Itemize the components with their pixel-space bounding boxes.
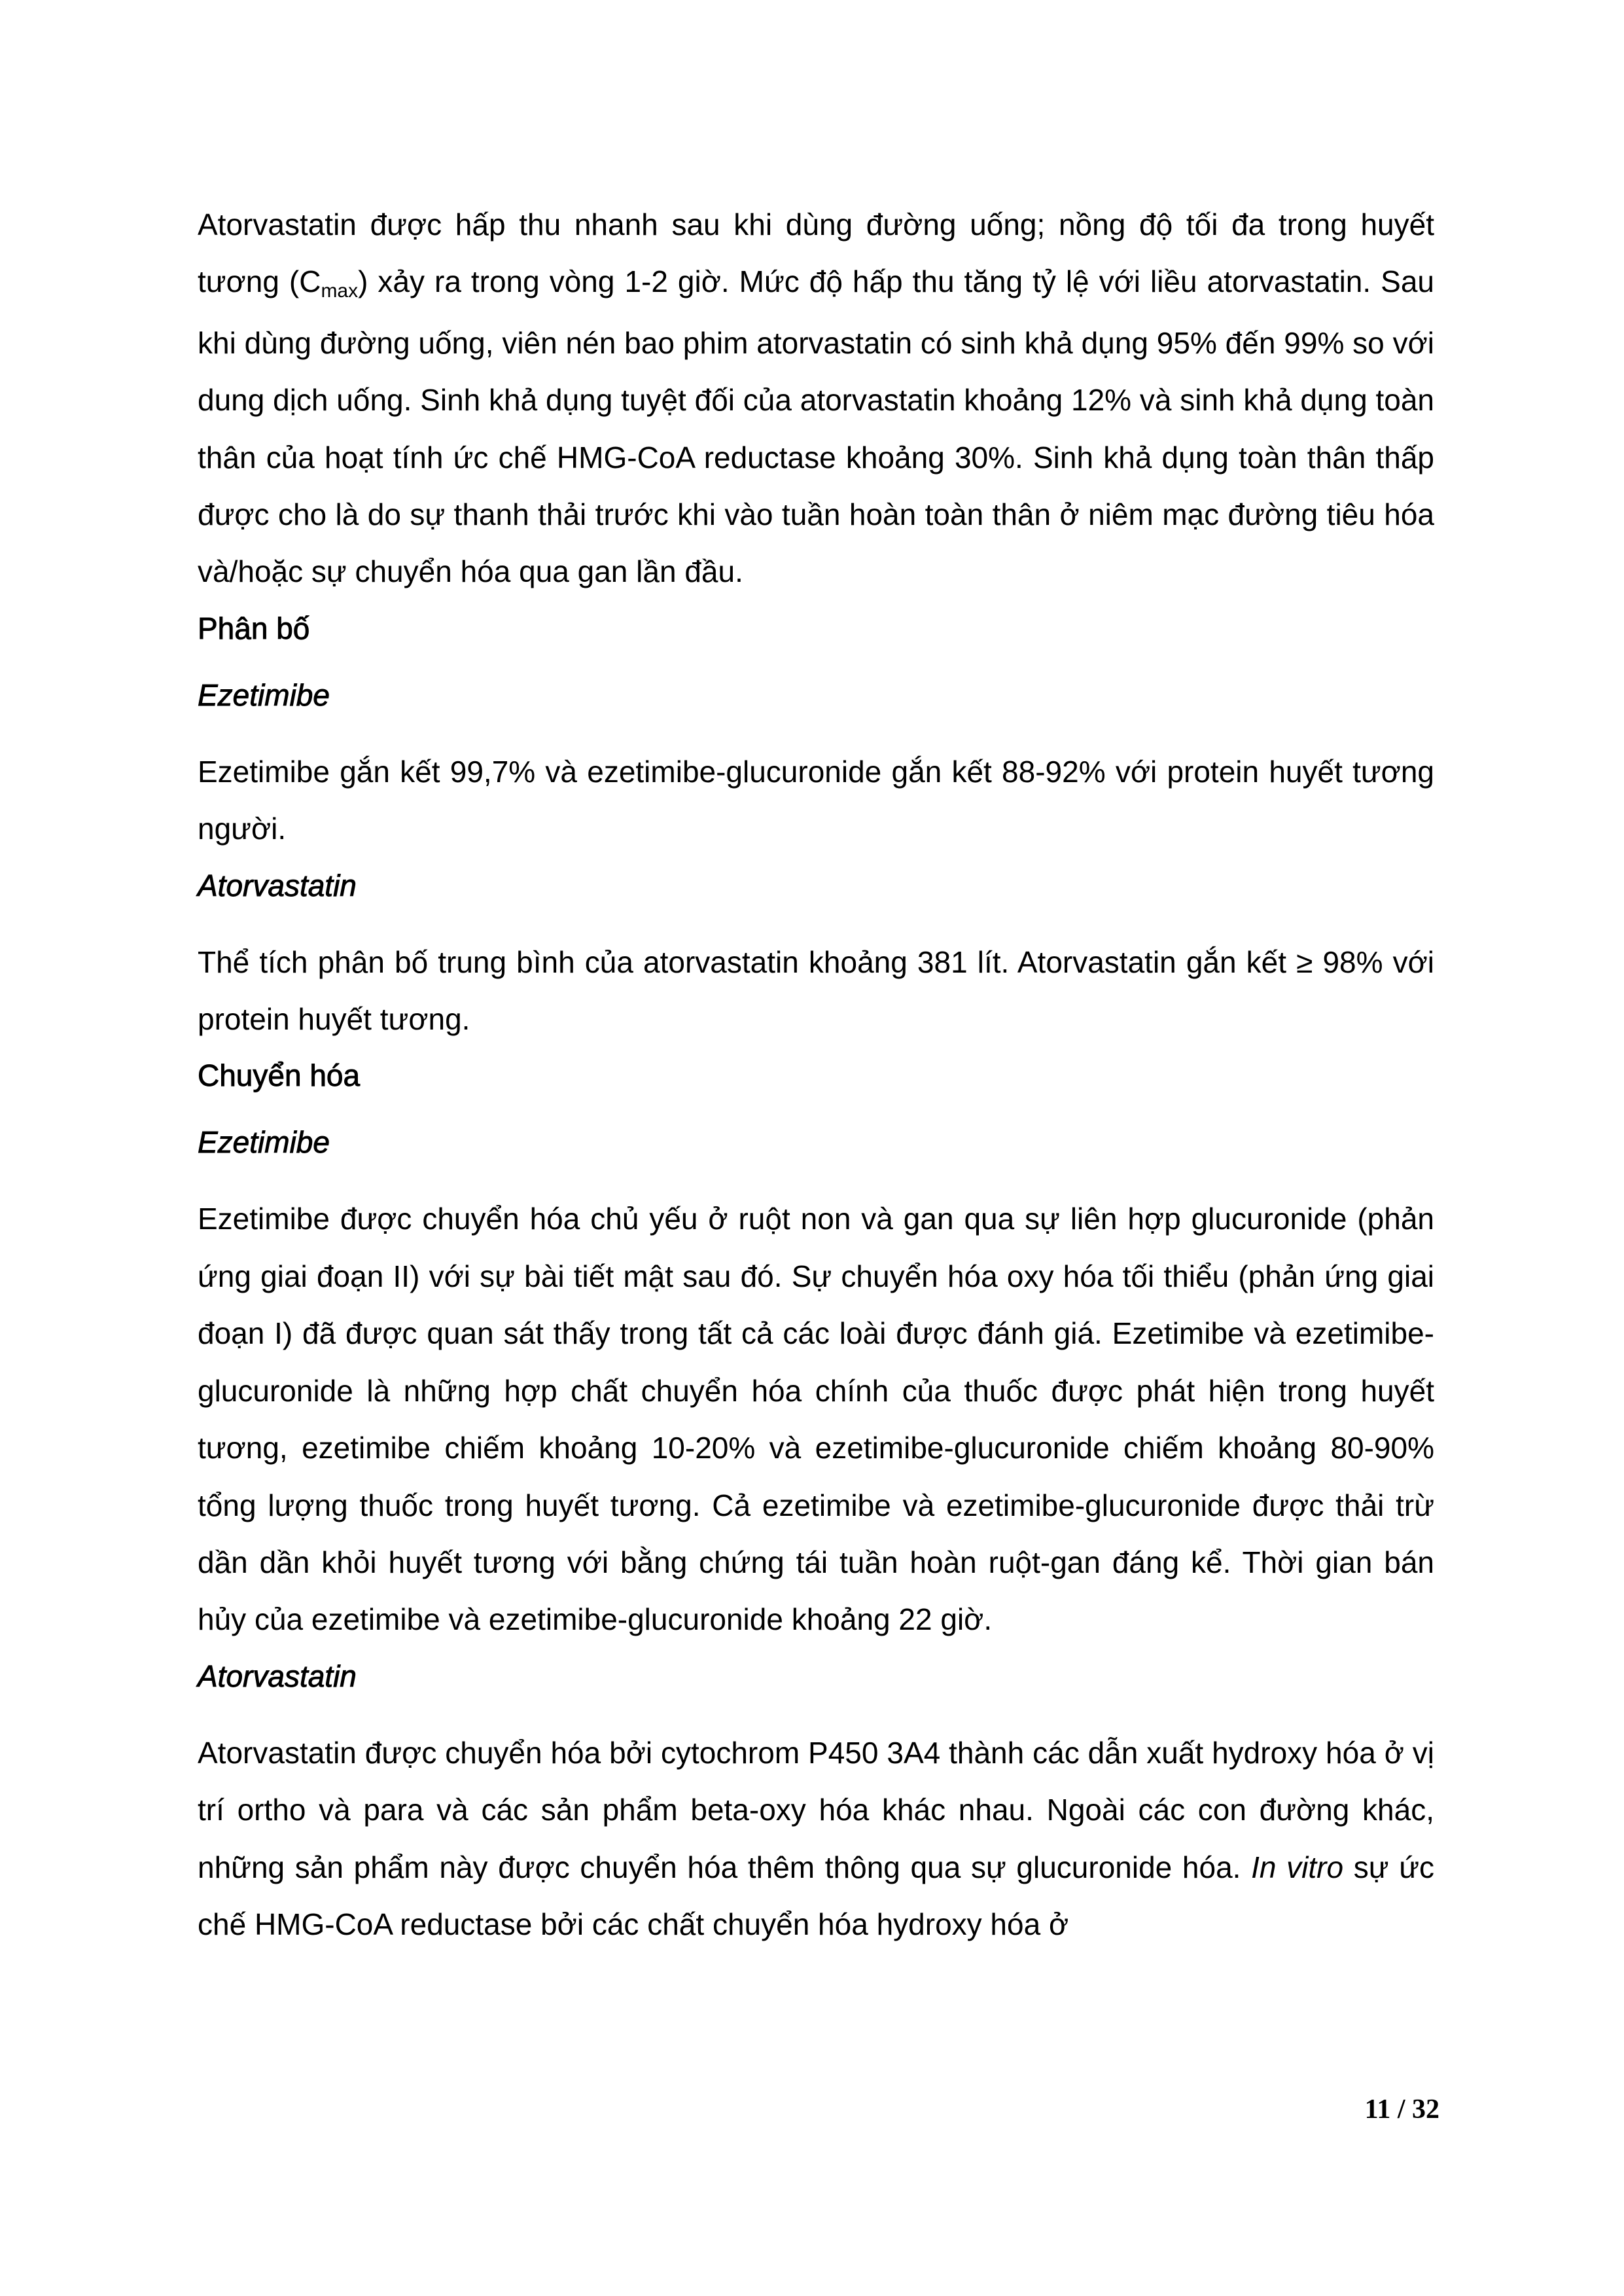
atorvastatin-distribution-subheading: Atorvastatin — [198, 868, 357, 903]
document-body — [198, 196, 1434, 1953]
metabolism-heading: Chuyển hóa — [198, 1058, 361, 1093]
atorvastatin-metabolism-paragraph — [198, 1725, 1434, 1954]
atorvastatin-metabolism-text-b: sự ức chế HMG-CoA reductase bởi các chất chuyển hóa hydroxy hóa ở — [198, 1850, 1434, 1941]
atorvastatin-metabolism-text-a: Atorvastatin được chuyển hóa bởi cytochrom P450 3A4 thành các dẫn xuất hydroxy hóa ở vị trí ortho và para và các sản phẩm beta-oxy hóa khác nhau. Ngoài các con đường khác, những sản phẩm này được chuyển hóa thêm thông qua sự glucuronide hóa. — [198, 1735, 1434, 1884]
absorption-paragraph — [198, 196, 1434, 601]
atorvastatin-distribution-paragraph: Thể tích phân bố trung bình của atorvastatin khoảng 381 lít. Atorvastatin gắn kết ≥ 98% với protein huyết tương. — [198, 944, 1434, 1037]
atorvastatin-metabolism-subheading: Atorvastatin — [198, 1659, 357, 1693]
ezetimibe-metabolism-paragraph: Ezetimibe được chuyển hóa chủ yếu ở ruột non và gan qua sự liên hợp glucuronide (phản ứng giai đoạn II) với sự bài tiết mật sau đó. Sự chuyển hóa oxy hóa tối thiểu (phản ứng giai đoạn I) đã được quan sát thấy trong tất cả các loài được đánh giá. Ezetimibe và ezetimibe-glucuronide là những hợp chất chuyển hóa chính của thuốc được phát hiện trong huyết tương, ezetimibe chiếm khoảng 10-20% và ezetimibe-glucuronide chiếm khoảng 80-90% tổng lượng thuốc trong huyết tương. Cả ezetimibe và ezetimibe-glucuronide được thải trừ dần dần khỏi huyết tương với bằng chứng tái tuần hoàn ruột-gan đáng kể. Thời gian bán hủy của ezetimibe và ezetimibe-glucuronide khoảng 22 giờ. — [198, 1202, 1434, 1637]
in-vitro-italic: In vitro — [1251, 1850, 1344, 1884]
ezetimibe-metabolism-subheading: Ezetimibe — [198, 1125, 330, 1160]
ezetimibe-distribution-paragraph: Ezetimibe gắn kết 99,7% và ezetimibe-glucuronide gắn kết 88-92% với protein huyết tương người. — [198, 754, 1434, 846]
ezetimibe-distribution-subheading: Ezetimibe — [198, 677, 330, 712]
page-number: 11 / 32 — [1364, 2094, 1439, 2125]
absorption-text-a: Atorvastatin được hấp thu nhanh sau khi dùng đường uống; nồng độ tối đa trong huyết tương (C — [198, 207, 1434, 299]
distribution-heading: Phân bố — [198, 611, 310, 645]
absorption-text-b: ) xảy ra trong vòng 1-2 giờ. Mức độ hấp thu tăng tỷ lệ với liều atorvastatin. Sau khi dùng đường uống, viên nén bao phim atorvastatin có sinh khả dụng 95% đến 99% so với dung dịch uống. Sinh khả dụng tuyệt đối của atorvastatin khoảng 12% và sinh khả dụng toàn thân của hoạt tính ức chế HMG-CoA reductase khoảng 30%. Sinh khả dụng toàn thân thấp được cho là do sự thanh thải trước khi vào tuần hoàn toàn thân ở niêm mạc đường tiêu hóa và/hoặc sự chuyển hóa qua gan lần đầu. — [198, 264, 1434, 589]
cmax-subscript: max — [321, 280, 359, 302]
